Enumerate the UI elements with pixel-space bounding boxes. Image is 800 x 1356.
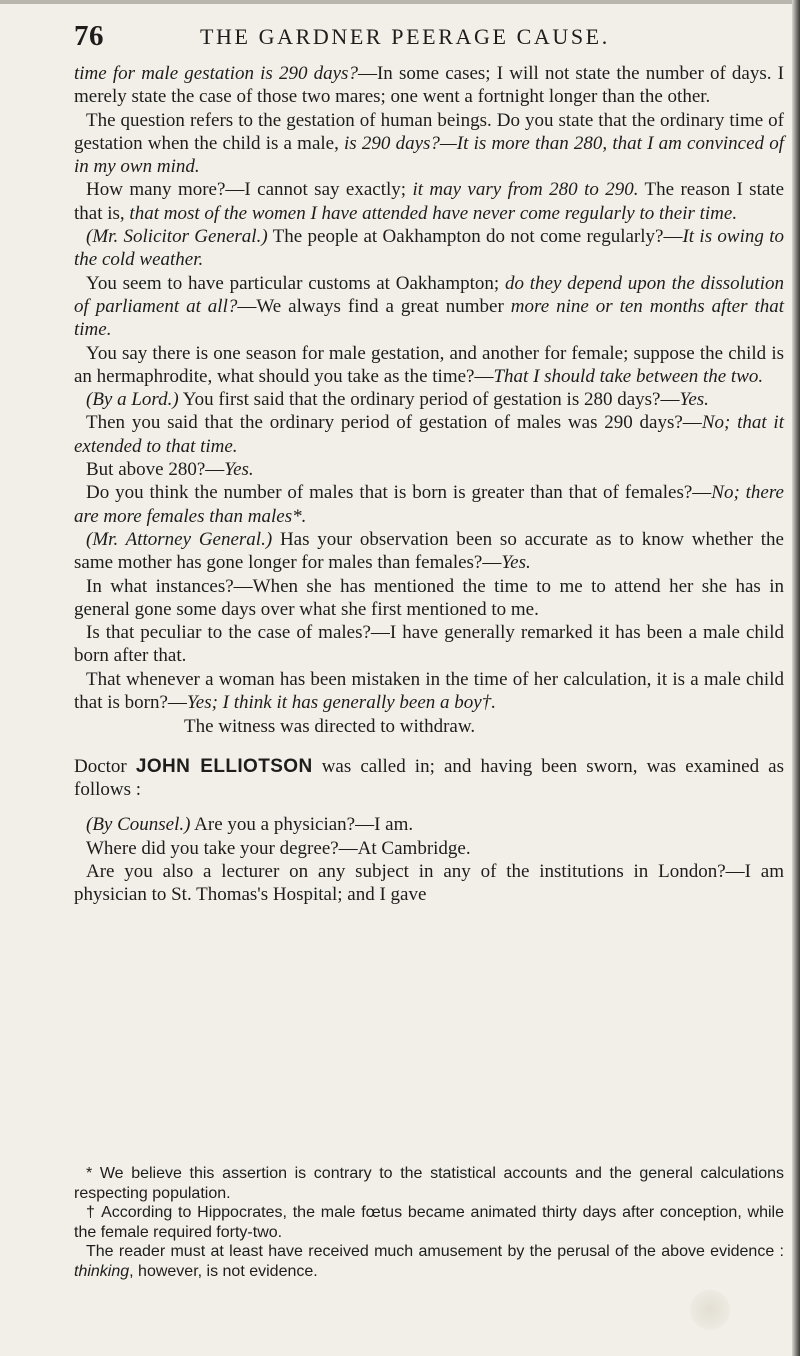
text-run: Then you said that the ordinary period of gestation of males was 290 days?— [86, 412, 702, 434]
italic-text: No; that it extended to that time. [74, 412, 784, 457]
italic-text: more nine or ten months after that time. [74, 295, 785, 341]
footnote [74, 1164, 784, 1203]
text-run: Where did you take your degree?—At Cambridge. [86, 837, 471, 859]
testimony-paragraph [74, 481, 784, 528]
italic-text: Yes. [501, 552, 531, 574]
italic-text: Yes. [224, 459, 254, 481]
text-run: The question refers to the gestation of human beings. Do you state that the ordinary time of gestation when the child is a male, [74, 109, 784, 154]
body-text [74, 62, 784, 906]
witness-intro [74, 755, 784, 802]
italic-text: is 290 days?—It is more than 280, that I am convinced of in my own mind. [74, 132, 784, 178]
witness-name: JOHN ELLIOTSON [135, 755, 313, 777]
examination-paragraph [74, 837, 784, 860]
witness-intro-prefix: Doctor [74, 755, 136, 777]
testimony-paragraph [74, 388, 784, 411]
testimony-paragraph [74, 411, 784, 458]
text-run: You say there is one season for male gestation, and another for female; suppose the child is an hermaphrodite, what should you take as the time?— [74, 342, 784, 387]
testimony-paragraph [74, 575, 784, 622]
testimony-paragraph [74, 528, 784, 575]
page-top-edge [0, 0, 800, 4]
text-run: How many more?—I cannot say exactly; [86, 179, 413, 201]
testimony-paragraph [74, 62, 784, 109]
text-run: Do you think the number of males that is born is greater than that of females?— [86, 482, 712, 504]
testimony-paragraph [74, 225, 784, 272]
text-run: That whenever a woman has been mistaken in the time of her calculation, it is a male child that is born?— [74, 668, 784, 714]
italic-text: It is owing to the cold weather. [74, 226, 784, 271]
italic-text: that most of the women I have attended have never come regularly to their time. [129, 202, 738, 224]
testimony-paragraph [74, 668, 784, 715]
italic-text: it may vary from 280 to 290. [412, 179, 639, 201]
footnote [74, 1242, 784, 1281]
text-run: But above 280?— [86, 459, 225, 481]
text-run: , however, is not evidence. [129, 1262, 318, 1280]
page-number: 76 [74, 20, 104, 52]
italic-text: time for male gestation is 290 days? [74, 63, 358, 84]
text-run: The reason I state that is, [74, 179, 785, 224]
running-head: THE GARDNER PEERAGE CAUSE. [200, 24, 610, 49]
section-gap [74, 739, 784, 755]
italic-text: That I should take between the two. [493, 365, 764, 387]
testimony-paragraph [74, 178, 784, 225]
text-run: Are you also a lecturer on any subject in any of the institutions in London?—I am physician to St. Thomas's Hospital; and I gave [74, 860, 784, 906]
text-run: Are you a physician?—I am. [190, 814, 414, 836]
examination-paragraph [74, 813, 784, 836]
text-run: In what instances?—When she has mentioned the time to me to attend her she has in general gone some days over what she first mentioned to me. [74, 575, 784, 620]
witness-intro-suffix: was called in; and having been sworn, was examined as follows : [74, 755, 784, 800]
text-run: Has your observation been so accurate as to know whether the same mother has gone longer for males than females?— [74, 528, 784, 574]
text-run: You first said that the ordinary period of gestation is 280 days?— [178, 389, 680, 411]
text-run: —In some cases; I will not state the number of days. I merely state the case of those two mares; one went a fortnight longer than the other. [74, 63, 784, 108]
page-header [74, 20, 714, 60]
text-run: —We always find a great number [237, 295, 511, 317]
footnote [74, 1203, 784, 1242]
examination-paragraph [74, 860, 784, 907]
italic-text: (By a Lord.) [86, 389, 179, 411]
section-gap [74, 801, 784, 813]
italic-text: (Mr. Solicitor General.) [86, 226, 268, 248]
paper-stain [690, 1290, 730, 1330]
testimony-paragraph [74, 109, 784, 179]
testimony-paragraph [74, 458, 784, 481]
italic-text: thinking [74, 1262, 130, 1280]
text-run: Is that peculiar to the case of males?—I have generally remarked it has been a male child born after that. [74, 622, 784, 667]
testimony-paragraph [74, 621, 784, 668]
examination-block [74, 813, 784, 906]
text-run: * We believe this assertion is contrary to the statistical accounts and the general calculations respecting population. [74, 1165, 784, 1202]
page-binding-edge [792, 0, 800, 1356]
italic-text: Yes. [679, 389, 709, 411]
italic-text: (By Counsel.) [86, 814, 191, 836]
testimony-paragraph [74, 272, 784, 342]
italic-text: No; there are more females than males*. [74, 482, 784, 527]
testimony-block [74, 62, 784, 714]
withdraw-line: The witness was directed to withdraw. [184, 716, 476, 738]
text-run: The reader must at least have received much amusement by the perusal of the above evidence : [86, 1243, 784, 1260]
italic-text: do they depend upon the dissolution of parliament at all? [74, 272, 784, 317]
footnotes [74, 1164, 784, 1281]
italic-text: Yes; I think it has generally been a boy†. [186, 692, 496, 714]
text-run: † According to Hippocrates, the male fœtus became animated thirty days after conception, while the female required forty-two. [74, 1204, 784, 1241]
italic-text: (Mr. Attorney General.) [86, 528, 273, 550]
testimony-paragraph [74, 342, 784, 389]
text-run: You seem to have particular customs at Oakhampton; [86, 272, 505, 294]
text-run: The people at Oakhampton do not come regularly?— [267, 226, 683, 248]
